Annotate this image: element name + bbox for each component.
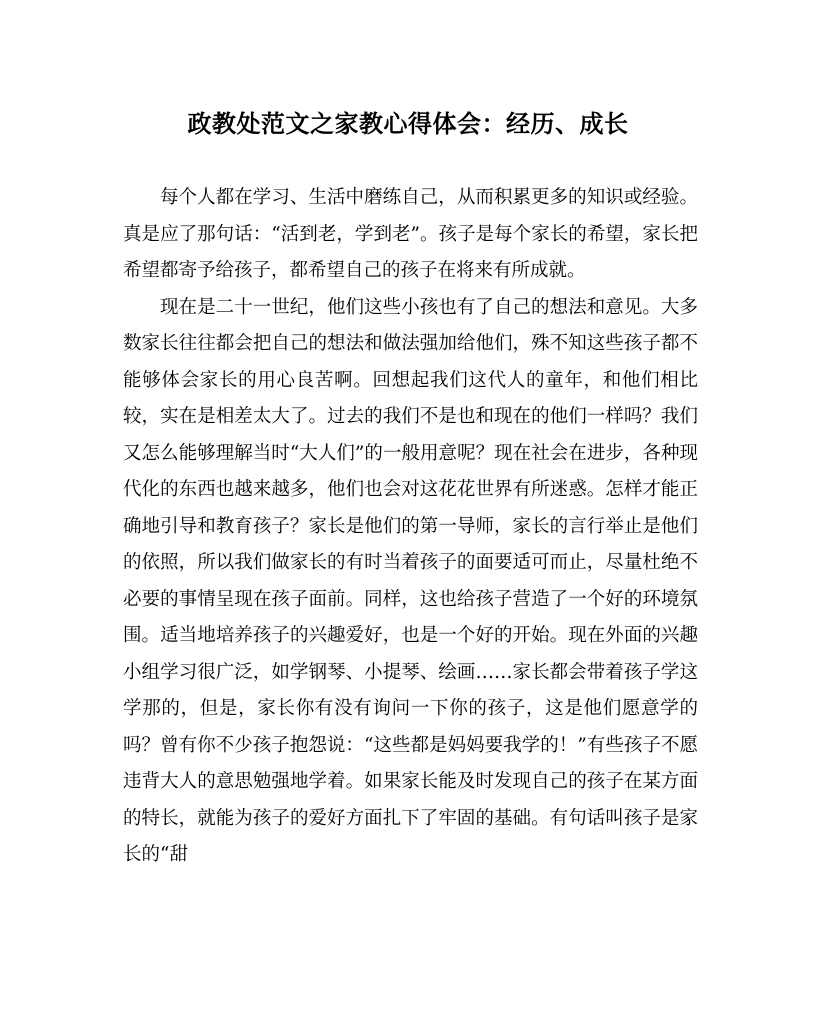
paragraph-2: 现在是二十一世纪，他们这些小孩也有了自己的想法和意见。大多数家长往往都会把自己的想法和做法强加给他们，殊不知这些孩子都不能够体会家长的用心良苦啊。回想起我们这代人的童年，和他们相比较，实在是相差太大了。过去的我们不是也和现在的他们一样吗？我们又怎么能够理解当时“大人们”的一般用意呢？现在社会在进步，各种现代化的东西也越来越多，他们也会对这花花世界有所迷惑。怎样才能正确地引导和教育孩子？家长是他们的第一导师，家长的言行举止是他们的依照，所以我们做家长的有时当着孩子的面要适可而止，尽量杜绝不必要的事情呈现在孩子面前。同样，这也给孩子营造了一个好的环境氛围。适当地培养孩子的兴趣爱好，也是一个好的开始。现在外面的兴趣小组学习很广泛，如学钢琴、小提琴、绘画……家长都会带着孩子学这学那的，但是，家长你有没有询问一下你的孩子，这是他们愿意学的吗？曾有你不少孩子抱怨说：“这些都是妈妈要我学的！”有些孩子不愿违背大人的意思勉强地学着。如果家长能及时发现自己的孩子在某方面的特长，就能为孩子的爱好方面扎下了牢固的基础。有句话叫孩子是家长的“甜	[123, 296, 698, 865]
paragraph-1: 每个人都在学习、生活中磨练自己，从而积累更多的知识或经验。真是应了那句话：“活到老，学到老”。孩子是每个家长的希望，家长把希望都寄予给孩子，都希望自己的孩子在将来有所成就。	[123, 187, 698, 281]
document-title: 政教处范文之家教心得体会：经历、成长	[187, 109, 629, 138]
document-body	[123, 180, 698, 874]
